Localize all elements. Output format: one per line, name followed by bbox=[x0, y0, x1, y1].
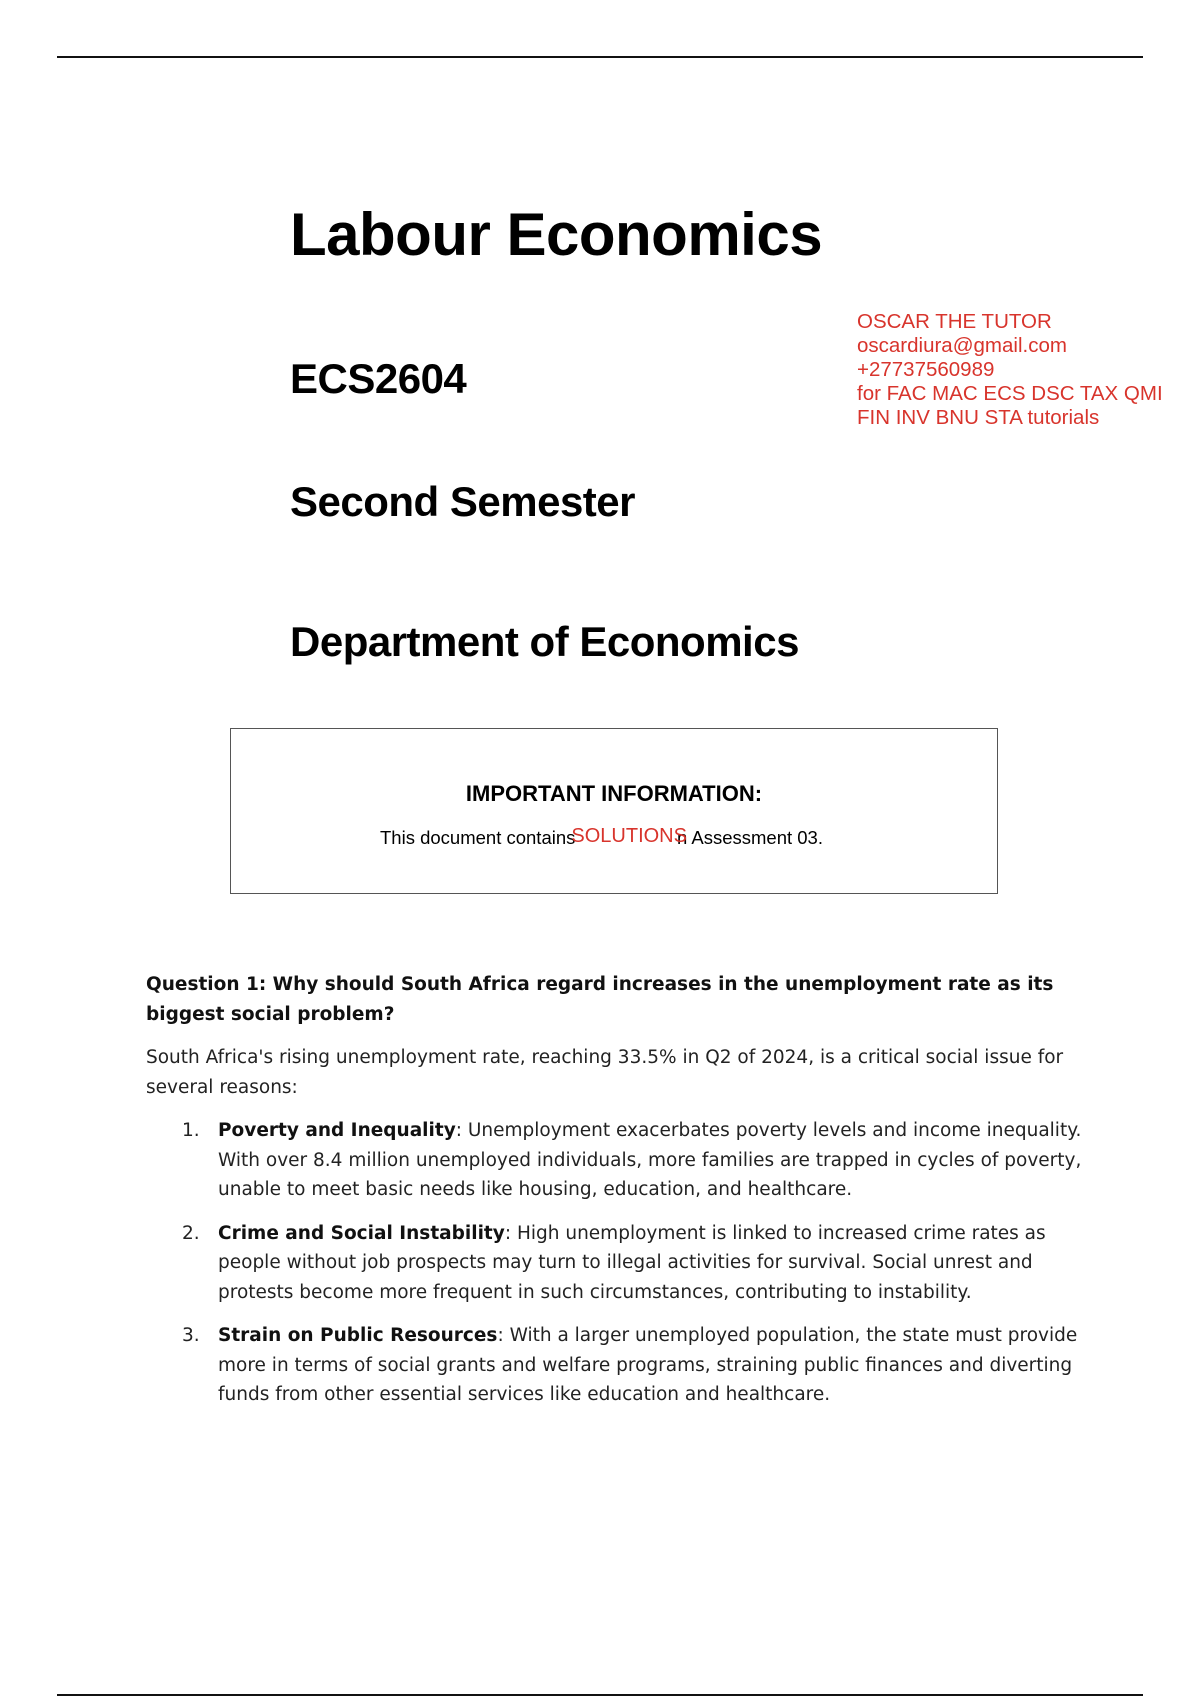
list-text: : High unemployment is linked to increased crime rates as people without job prospects may turn to illegal activities for survival. Social unrest and protests become more frequent in such circumstances, contributing to instability. bbox=[218, 1222, 1046, 1303]
info-text-after: n Assessment 03. bbox=[676, 827, 823, 848]
list-text: : With a larger unemployed population, the state must provide more in terms of social grants and welfare programs, straining public finances and diverting funds from other essential services like education and healthcare. bbox=[218, 1325, 1078, 1405]
handwritten-insert: SOLUTIONS bbox=[571, 825, 687, 847]
list-term: Strain on Public Resources bbox=[218, 1325, 498, 1346]
list-term: Poverty and Inequality bbox=[218, 1120, 456, 1141]
reasons-list bbox=[146, 1116, 1096, 1410]
document-title: Labour Economics bbox=[290, 201, 823, 268]
question-intro: South Africa's rising unemployment rate, reaching 33.5% in Q2 of 2024, is a critical social issue for several reasons: bbox=[146, 1047, 1064, 1098]
top-rule bbox=[57, 56, 1143, 58]
list-number: 1. bbox=[182, 1120, 200, 1141]
stamp-phone: +27737560989 bbox=[857, 358, 995, 381]
important-info-box bbox=[230, 728, 998, 894]
list-text: : Unemployment exacerbates poverty levels and income inequality. With over 8.4 million unemployed individuals, more families are trapped in cycles of poverty, unable to meet basic needs like housing, education, and healthcare. bbox=[218, 1120, 1082, 1200]
stamp-line: for FAC MAC ECS DSC TAX QMI bbox=[857, 382, 1163, 405]
bottom-rule bbox=[57, 1694, 1143, 1696]
info-text-before: This document contains bbox=[380, 827, 576, 848]
question-heading: Question 1: Why should South Africa regard increases in the unemployment rate as its biggest social problem? bbox=[146, 974, 1054, 1025]
list-item bbox=[146, 1219, 1096, 1308]
list-number: 3. bbox=[182, 1325, 200, 1346]
stamp-email: oscardiura@gmail.com bbox=[857, 334, 1067, 357]
semester-label: Second Semester bbox=[290, 478, 635, 525]
question-section bbox=[146, 970, 1096, 1424]
info-heading: IMPORTANT INFORMATION: bbox=[465, 781, 763, 806]
stamp-line: OSCAR THE TUTOR bbox=[857, 310, 1052, 333]
stamp-line: FIN INV BNU STA tutorials bbox=[857, 406, 1100, 429]
list-item bbox=[146, 1116, 1096, 1205]
module-code: ECS2604 bbox=[290, 355, 467, 402]
info-text bbox=[380, 827, 823, 850]
list-number: 2. bbox=[182, 1222, 200, 1244]
list-term: Crime and Social Instability bbox=[218, 1222, 505, 1244]
tutor-stamp bbox=[857, 310, 1163, 430]
department-label: Department of Economics bbox=[290, 618, 799, 665]
list-item bbox=[146, 1321, 1096, 1410]
